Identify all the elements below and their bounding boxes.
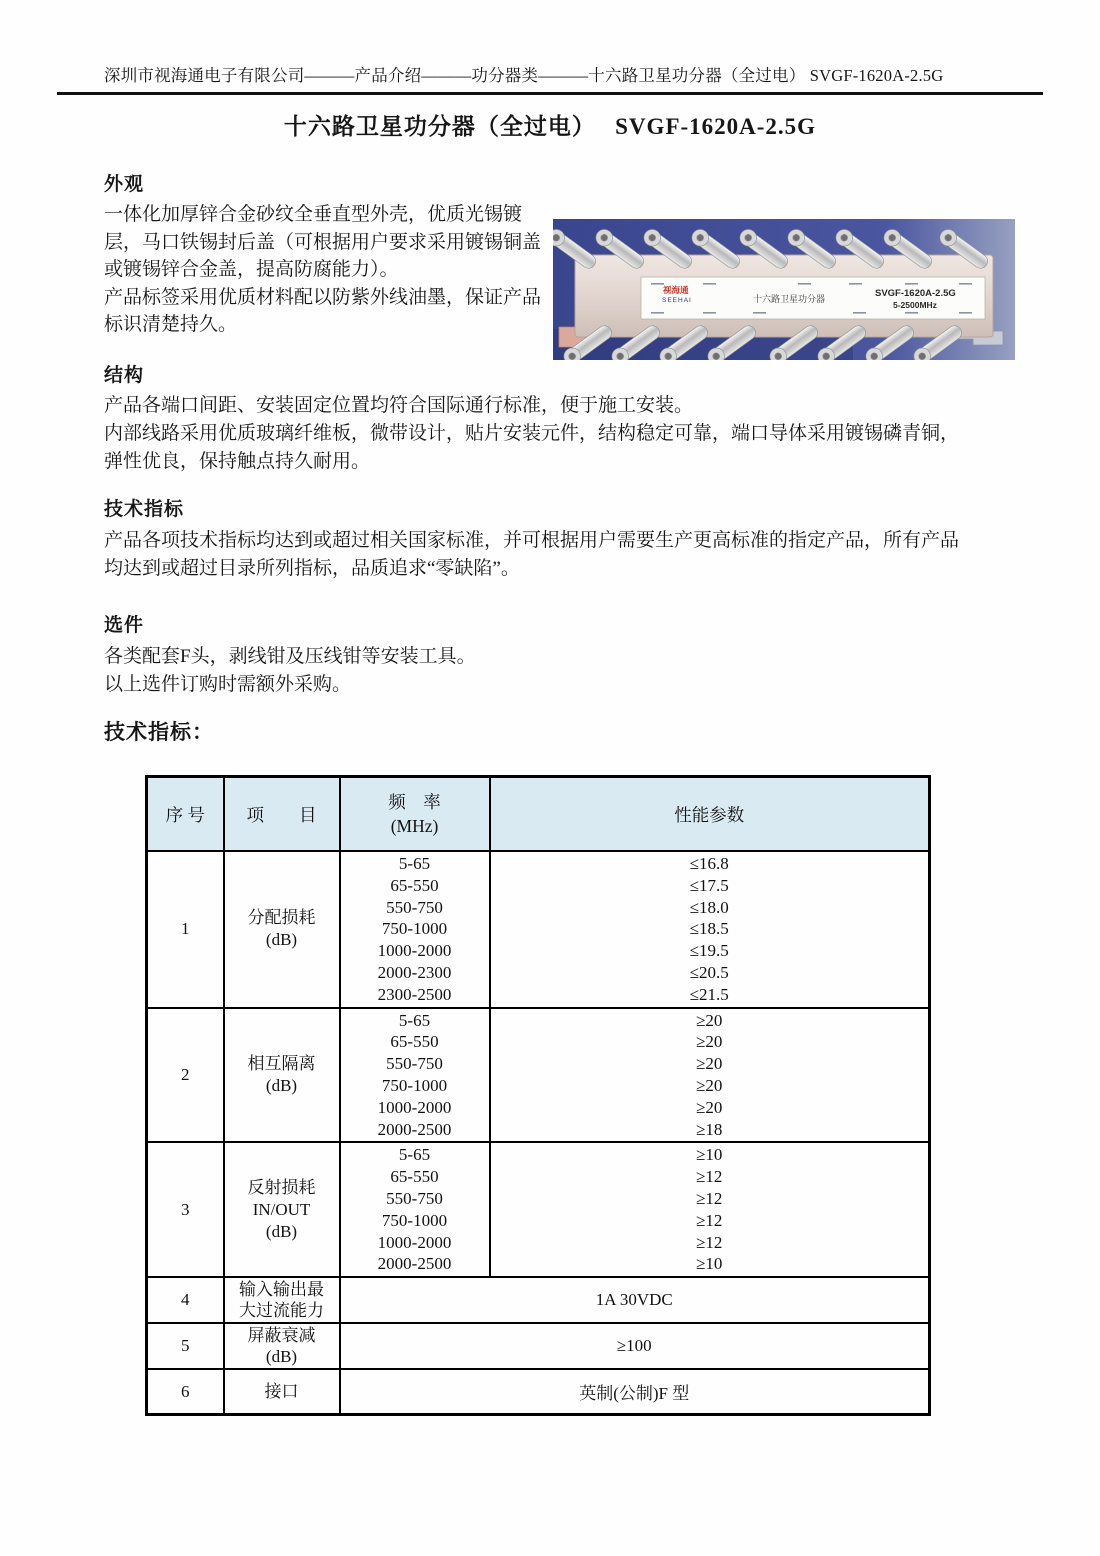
spec-row-group [147, 1008, 930, 1143]
spec-row-group [147, 1142, 930, 1277]
cell-no: 1 [147, 851, 224, 1008]
paragraph: 各类配套F头，剥线钳及压线钳等安装工具。 [104, 646, 476, 667]
cell-merged-value: 英制(公制)F 型 [340, 1369, 930, 1415]
cell-item: 输入输出最 大过流能力 [224, 1277, 340, 1323]
cell-no: 2 [147, 1008, 224, 1143]
label-freq-range: 5-2500MHz [893, 300, 937, 310]
label-model: SVGF-1620A-2.5G [875, 288, 956, 299]
header-rule [57, 92, 1043, 95]
splitter-photo-illustration [553, 219, 1015, 360]
cell-frequencies: 5-65 65-550 550-750 750-1000 1000-2000 2000-2500 [340, 1008, 490, 1143]
page-header-line: 深圳市视海通电子有限公司———产品介绍———功分器类———十六路卫星功分器（全过电） SVGF-1620A-2.5G [104, 66, 944, 85]
cell-values: ≥10 ≥12 ≥12 ≥12 ≥12 ≥10 [490, 1142, 930, 1277]
paragraph: 产品各端口间距、安装固定位置均符合国际通行标准，便于施工安装。 [104, 395, 694, 416]
col-header-param: 性能参数 [490, 777, 930, 852]
spec-row-group [147, 851, 930, 1008]
brand-name-en: SEEHAI [662, 297, 692, 304]
paragraph: 以上选件订购时需额外采购。 [104, 674, 352, 695]
cell-frequencies: 5-65 65-550 550-750 750-1000 1000-2000 2000-2500 [340, 1142, 490, 1277]
product-photo [553, 219, 1015, 360]
cell-item: 屏蔽衰减 (dB) [224, 1323, 340, 1369]
spec-row-simple [147, 1277, 930, 1323]
cell-item: 相互隔离 (dB) [224, 1008, 340, 1143]
spec-table [145, 775, 931, 1416]
paragraph: 产品标签采用优质材料配以防紫外线油墨，保证产品标识清楚持久。 [104, 286, 542, 335]
structure-text [104, 392, 962, 476]
cell-frequencies: 5-65 65-550 550-750 750-1000 1000-2000 2000-2300 2300-2500 [340, 851, 490, 1008]
cell-no: 4 [147, 1277, 224, 1323]
appearance-text [104, 201, 556, 339]
cell-values: ≥20 ≥20 ≥20 ≥20 ≥20 ≥18 [490, 1008, 930, 1143]
cell-item: 反射损耗 IN/OUT (dB) [224, 1142, 340, 1277]
col-header-no: 序 号 [147, 777, 224, 852]
spec-table-header-row [147, 777, 930, 852]
section-heading-options: 选件 [104, 615, 145, 636]
section-heading-appearance: 外观 [104, 174, 145, 195]
cell-item: 接口 [224, 1369, 340, 1415]
spec-row-simple [147, 1323, 930, 1369]
section-heading-tech: 技术指标 [104, 499, 185, 520]
page-title: 十六路卫星功分器（全过电） SVGF-1620A-2.5G [283, 114, 817, 139]
spec-table-heading: 技术指标： [104, 721, 214, 744]
cell-merged-value: ≥100 [340, 1323, 930, 1369]
cell-no: 3 [147, 1142, 224, 1277]
paragraph: 产品各项技术指标均达到或超过相关国家标准，并可根据用户需要生产更高标准的指定产品，所有产品均达到或超过目录所列指标，品质追求“零缺陷”。 [104, 530, 960, 579]
cell-values: ≤16.8 ≤17.5 ≤18.0 ≤18.5 ≤19.5 ≤20.5 ≤21.5 [490, 851, 930, 1008]
brand-name-cn: 视海通 [663, 285, 689, 295]
paragraph: 一体化加厚锌合金砂纹全垂直型外壳，优质光锡镀层，马口铁锡封后盖（可根据用户要求采用镀锡铜盖或镀锡锌合金盖，提高防腐能力）。 [104, 204, 542, 280]
cell-item: 分配损耗 (dB) [224, 851, 340, 1008]
cell-merged-value: 1A 30VDC [340, 1277, 930, 1323]
col-header-freq: 频 率 (MHz) [340, 777, 490, 852]
label-product-name: 十六路卫星功分器 [753, 294, 826, 304]
spec-row-simple [147, 1369, 930, 1415]
cell-no: 6 [147, 1369, 224, 1415]
options-text [104, 643, 962, 699]
tech-text [104, 527, 962, 583]
cell-no: 5 [147, 1323, 224, 1369]
paragraph: 内部线路采用优质玻璃纤维板，微带设计，贴片安装元件，结构稳定可靠，端口导体采用镀锡磷青铜，弹性优良，保持触点持久耐用。 [104, 423, 960, 472]
col-header-item: 项 目 [224, 777, 340, 852]
section-heading-structure: 结构 [104, 365, 145, 386]
